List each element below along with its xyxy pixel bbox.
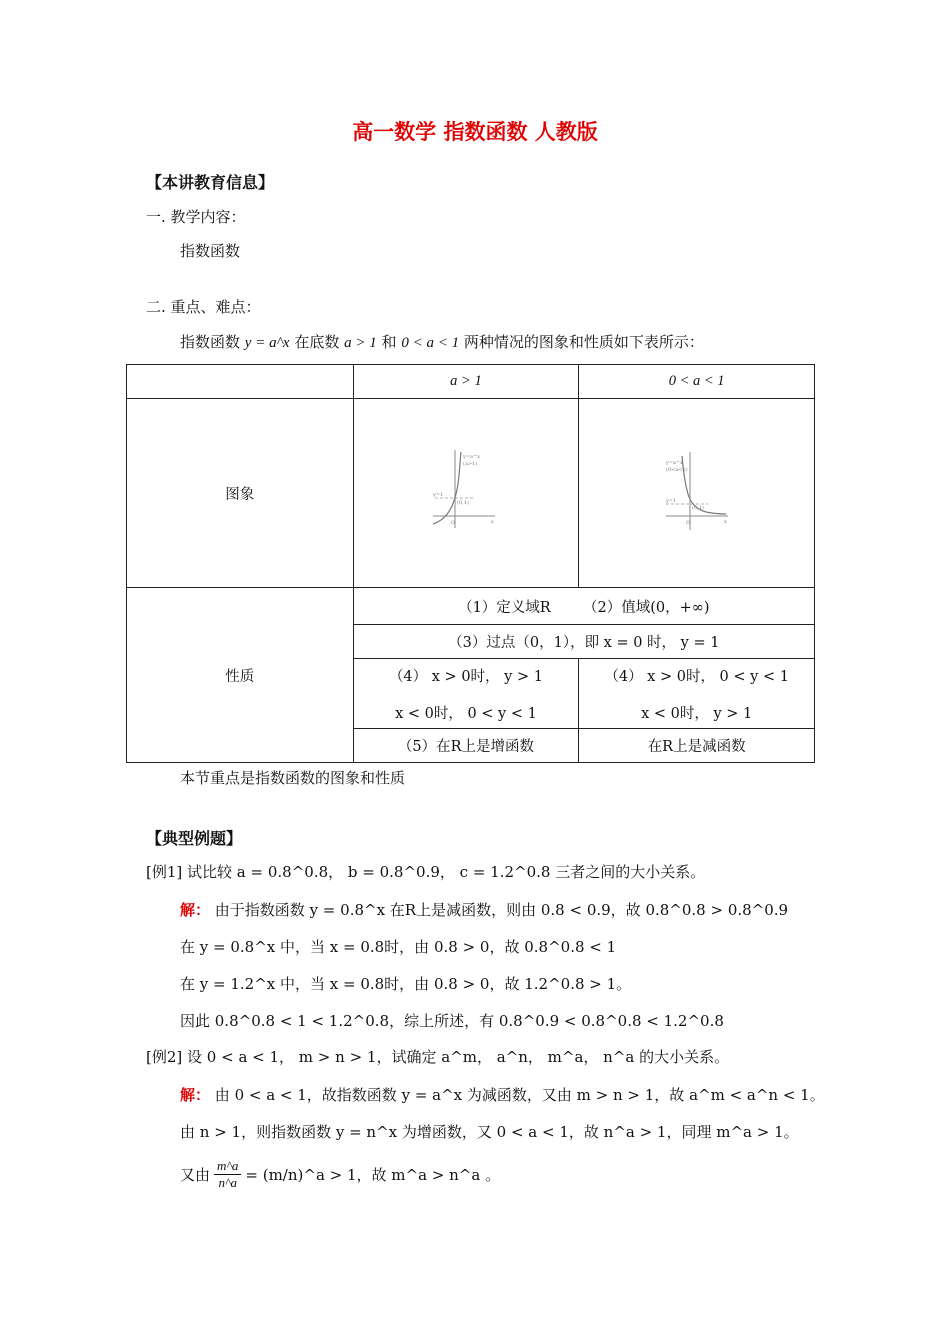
example2-fraction-numerator: m^a xyxy=(214,1158,241,1175)
example1-solution-line3: 在 y = 1.2^x 中，当 x = 0.8时，由 0.8 > 0，故 1.2^0.8 > 1。 xyxy=(180,975,632,993)
property-5-decreasing: 在R上是减函数 xyxy=(579,729,815,763)
graph1-label-point: (0,1) xyxy=(456,500,469,506)
table-header-a-gt-1: a > 1 xyxy=(353,365,579,399)
property-domain: （1）定义域R xyxy=(458,599,551,616)
property-fixed-point: （3）过点（0，1），即 x = 0 时， y = 1 xyxy=(353,625,814,659)
example2-fraction xyxy=(214,1158,241,1191)
intro-mid1: 在底数 xyxy=(294,333,340,351)
example1-solution-line4: 因此 0.8^0.8 < 1 < 1.2^0.8，综上所述，有 0.8^0.9 < 0.8^0.8 < 1.2^0.8 xyxy=(180,1012,724,1030)
example2-label: [例2] xyxy=(146,1048,183,1066)
intro-mid2: 和 xyxy=(381,333,397,351)
property-range: （2）值域(0，+∞) xyxy=(583,599,710,616)
example1-text: 试比较 a = 0.8^0.8， b = 0.8^0.9， c = 1.2^0.8 三者之间的大小关系。 xyxy=(187,863,706,881)
graph-decreasing xyxy=(662,446,732,536)
graph1-label-y1: y=1 xyxy=(432,492,444,498)
item2-label: 二. 重点、难点： xyxy=(146,298,261,316)
intro-cond2: 0 < a < 1 xyxy=(401,335,460,351)
property-4-decreasing xyxy=(579,659,815,729)
intro-suffix: 两种情况的图象和性质如下表所示： xyxy=(463,333,704,351)
example1-solution-line2: 在 y = 0.8^x 中，当 x = 0.8时，由 0.8 > 0，故 0.8^0.8 < 1 xyxy=(180,938,617,956)
example2-solution-eq: = (m/n)^a > 1，故 m^a > n^a 。 xyxy=(245,1166,501,1184)
graph1-label-x: x xyxy=(490,519,494,525)
property-4b-line1: （4） x > 0时， 0 < y < 1 xyxy=(604,668,789,685)
after-table-note: 本节重点是指数函数的图象和性质 xyxy=(180,769,406,787)
example2-solution-label: 解： xyxy=(180,1086,211,1104)
table-header-a-between: 0 < a < 1 xyxy=(579,365,815,399)
section-heading-info: 【本讲教育信息】 xyxy=(146,173,275,192)
properties-table xyxy=(126,364,815,763)
graph-cell-decreasing xyxy=(579,399,815,588)
example1-label: [例1] xyxy=(146,863,183,881)
example1-question xyxy=(146,861,705,882)
example2-solution-line2: 由 n > 1，则指数函数 y = n^x 为增函数，又 0 < a < 1，故 n^a > 1，同理 m^a > 1。 xyxy=(180,1123,799,1141)
row-label-graph: 图象 xyxy=(127,399,354,588)
example2-fraction-denominator: n^a xyxy=(218,1175,237,1190)
section-heading-examples: 【典型例题】 xyxy=(146,829,243,848)
graph2-label-x: x xyxy=(723,519,727,525)
graph1-label-origin: O xyxy=(450,520,456,526)
graph2-label-cond: (0<a<1) xyxy=(665,467,688,473)
example2-solution-prefix: 又由 xyxy=(180,1166,211,1184)
example2-question xyxy=(146,1046,729,1067)
intro-prefix: 指数函数 xyxy=(180,333,241,351)
graph2-label-point: (0,1) xyxy=(691,505,704,511)
example2-solution-line1 xyxy=(180,1084,825,1105)
graph1-label-func: y=a^x xyxy=(462,454,480,460)
item1-label: 一. 教学内容： xyxy=(146,208,246,226)
intro-line xyxy=(180,331,704,352)
page-title: 高一数学 指数函数 人教版 xyxy=(352,120,598,144)
graph-increasing xyxy=(431,446,501,536)
property-domain-range xyxy=(353,588,814,625)
property-4-increasing xyxy=(353,659,579,729)
row-label-properties: 性质 xyxy=(127,588,354,763)
example1-solution-label: 解： xyxy=(180,901,211,919)
intro-cond1: a > 1 xyxy=(344,335,377,351)
property-5-increasing: （5）在R上是增函数 xyxy=(353,729,579,763)
graph2-label-origin: O xyxy=(685,520,690,526)
property-4a-line1: （4） x > 0时， y > 1 xyxy=(388,668,543,685)
intro-formula: y = a^x xyxy=(244,335,290,351)
graph2-label-y1: y=1 xyxy=(665,498,676,504)
item1-content: 指数函数 xyxy=(180,242,241,260)
graph-cell-increasing xyxy=(353,399,579,588)
graph1-label-cond: (a>1) xyxy=(462,461,478,467)
property-4b-line2: x < 0时， y > 1 xyxy=(641,705,753,722)
example2-solution-text1: 由 0 < a < 1，故指数函数 y = a^x 为减函数，又由 m > n > 1，故 a^m < a^n < 1。 xyxy=(214,1086,825,1104)
example1-solution-text1: 由于指数函数 y = 0.8^x 在R上是减函数，则由 0.8 < 0.9，故 0.8^0.8 > 0.8^0.9 xyxy=(214,901,789,919)
example2-solution-line3 xyxy=(180,1158,500,1191)
property-4a-line2: x < 0时， 0 < y < 1 xyxy=(395,705,537,722)
example2-text: 设 0 < a < 1， m > n > 1，试确定 a^m， a^n， m^a， n^a 的大小关系。 xyxy=(187,1048,730,1066)
example1-solution-line1 xyxy=(180,899,788,920)
graph2-label-func: y=a^x xyxy=(665,460,683,466)
table-header-blank xyxy=(127,365,354,399)
